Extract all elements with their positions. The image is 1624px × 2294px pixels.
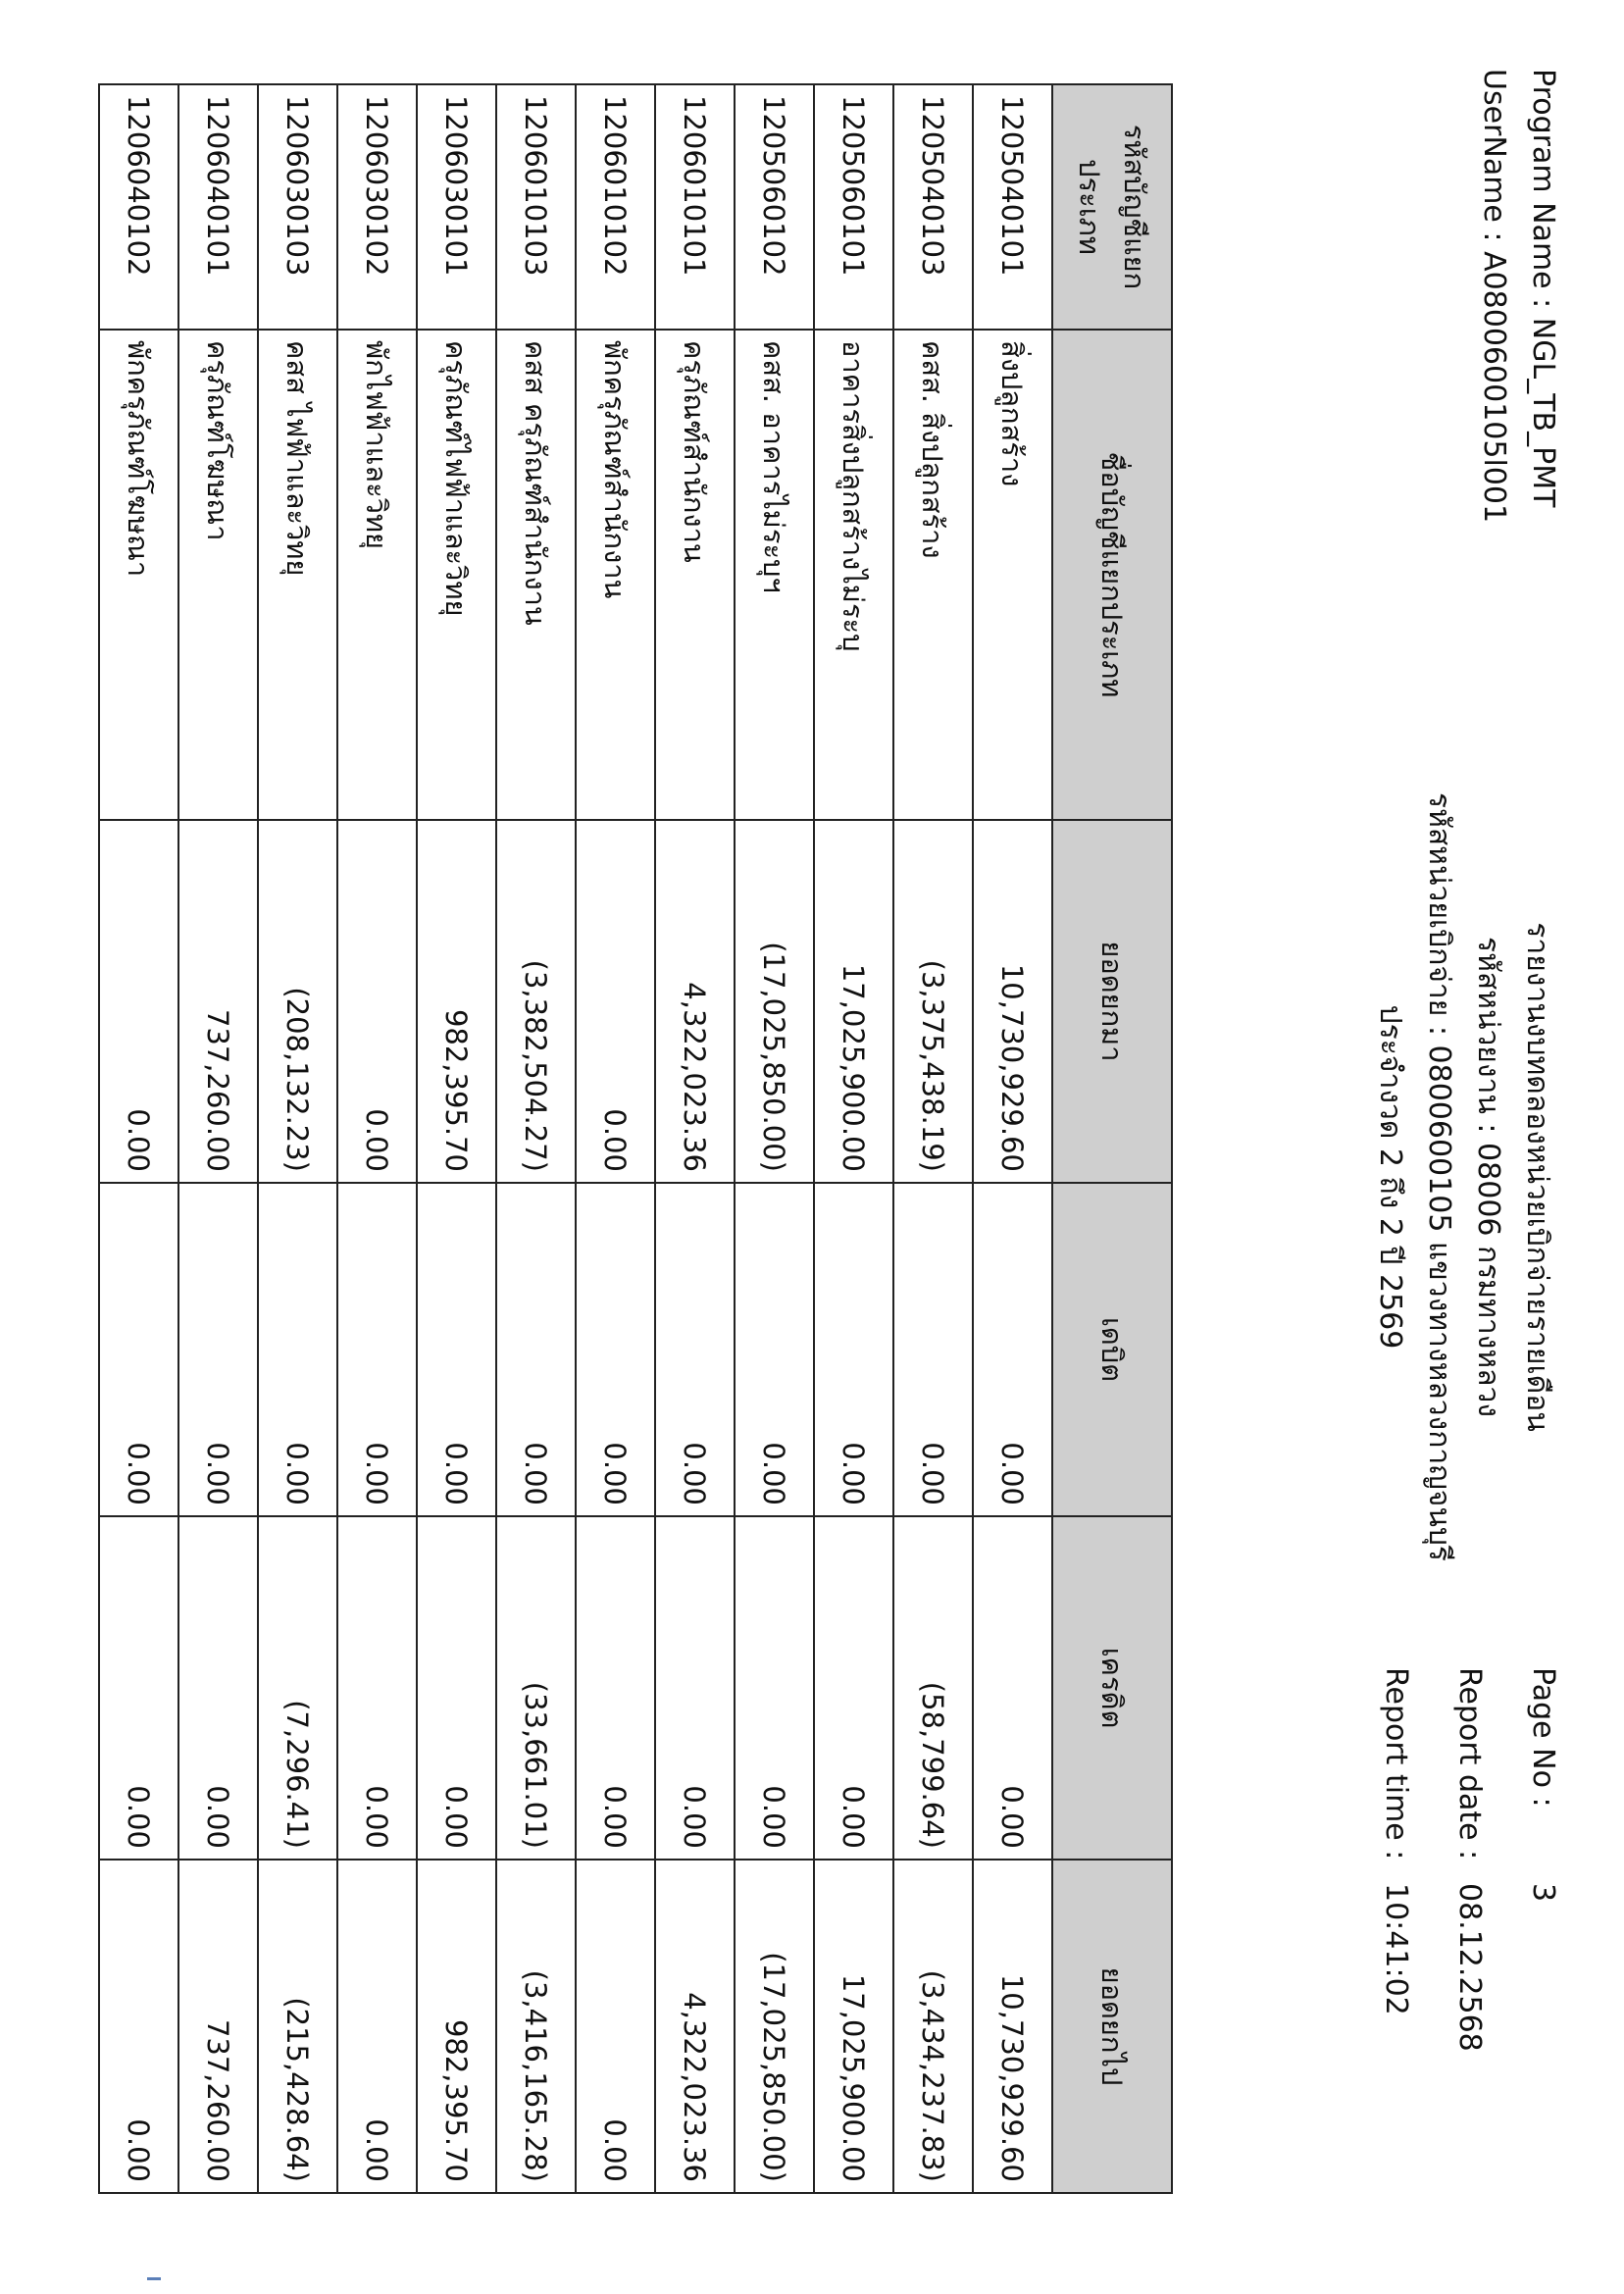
report-title: รายงานงบทดลองหน่วยเบิกจ่ายรายเดือน [1520,922,1554,1432]
cell-brought-forward: 0.00 [576,820,655,1183]
table-row [576,84,655,2193]
cell-debit: 0.00 [973,1183,1052,1516]
cell-brought-forward: (3,375,438.19) [893,820,973,1183]
cell-brought-forward: 10,730,929.60 [973,820,1052,1183]
cell-account-code: 1206040101 [178,84,258,330]
cell-carried-forward: 0.00 [576,1860,655,2193]
table-row [337,84,417,2193]
cell-account-code: 1206010101 [655,84,735,330]
table-row [496,84,576,2193]
cell-account-name: คสส ไฟฟ้าและวิทยุ [258,330,337,820]
cell-debit: 0.00 [893,1183,973,1516]
cell-credit: 0.00 [178,1516,258,1860]
cell-account-code: 1206010103 [496,84,576,330]
cell-account-code: 1206030101 [417,84,496,330]
cell-credit: 0.00 [99,1516,178,1860]
cell-carried-forward: 10,730,929.60 [973,1860,1052,2193]
cell-credit: 0.00 [655,1516,735,1860]
disbursing-unit-code: รหัสหน่วยเบิกจ่าย : 0800600105 แขวงทางหลวงกาญจนบุรี [1422,791,1456,1562]
report-time-value: 10:41:02 [1379,1883,1413,2015]
cell-credit: (33,661.01) [496,1516,576,1860]
trial-balance-table [98,83,1173,2194]
col-header-name: ชื่อบัญชีแยกประเภท [1052,330,1172,820]
cell-carried-forward: 737,260.00 [178,1860,258,2193]
cell-carried-forward: 0.00 [99,1860,178,2193]
cell-account-code: 1205060101 [814,84,893,330]
table-row [99,84,178,2193]
cell-account-code: 1205060102 [735,84,814,330]
cell-debit: 0.00 [814,1183,893,1516]
cell-account-name: ครุภัณฑ์โฆษณา [178,330,258,820]
cell-account-name: พักไฟฟ้าและวิทยุ [337,330,417,820]
cell-debit: 0.00 [417,1183,496,1516]
cell-debit: 0.00 [178,1183,258,1516]
cell-carried-forward: (3,434,237.83) [893,1860,973,2193]
cell-credit: 0.00 [814,1516,893,1860]
cell-debit: 0.00 [258,1183,337,1516]
cell-credit: 0.00 [417,1516,496,1860]
cell-debit: 0.00 [337,1183,417,1516]
cell-account-name: พักครุภัณฑ์สำนักงาน [576,330,655,820]
cell-carried-forward: 982,395.70 [417,1860,496,2193]
report-date-value: 08.12.2568 [1452,1883,1487,2052]
cell-debit: 0.00 [496,1183,576,1516]
cell-brought-forward: 982,395.70 [417,820,496,1183]
cell-carried-forward: 17,025,900.00 [814,1860,893,2193]
cell-carried-forward: 4,322,023.36 [655,1860,735,2193]
cell-account-code: 1206030103 [258,84,337,330]
cell-account-name: อาคารสิ่งปลูกสร้างไม่ระบุ [814,330,893,820]
cell-brought-forward: 0.00 [99,820,178,1183]
table-row [417,84,496,2193]
user-name: UserName : A0800600105l001 [1477,69,1511,524]
program-name: Program Name : NGL_TB_PMT [1526,69,1560,508]
cell-carried-forward: (215,428.64) [258,1860,337,2193]
cell-brought-forward: 737,260.00 [178,820,258,1183]
table-row [655,84,735,2193]
cell-credit: 0.00 [973,1516,1052,1860]
table-row [178,84,258,2193]
cell-account-name: ครุภัณฑ์สำนักงาน [655,330,735,820]
cell-account-code: 1205040103 [893,84,973,330]
table-row [735,84,814,2193]
scan-mark [147,2277,161,2280]
report-date-label: Report date : [1452,1667,1487,1861]
cell-account-name: พักครุภัณฑ์โฆษณา [99,330,178,820]
cell-account-code: 1206040102 [99,84,178,330]
cell-debit: 0.00 [655,1183,735,1516]
cell-brought-forward: 17,025,900.00 [814,820,893,1183]
agency-code: รหัสหน่วยงาน : 08006 กรมทางหลวง [1471,936,1505,1418]
cell-account-name: คสส. อาคารไม่ระบุฯ [735,330,814,820]
col-header-brought-forward: ยอดยกมา [1052,820,1172,1183]
cell-carried-forward: (3,416,165.28) [496,1860,576,2193]
table-header-row [1052,84,1172,2193]
cell-account-name: ครุภัณฑ์ไฟฟ้าและวิทยุ [417,330,496,820]
cell-account-name: สิ่งปลูกสร้าง [973,330,1052,820]
cell-account-name: คสส ครุภัณฑ์สำนักงาน [496,330,576,820]
cell-account-code: 1206030102 [337,84,417,330]
table-row [258,84,337,2193]
cell-brought-forward: (17,025,850.00) [735,820,814,1183]
cell-carried-forward: (17,025,850.00) [735,1860,814,2193]
cell-debit: 0.00 [576,1183,655,1516]
cell-brought-forward: 4,322,023.36 [655,820,735,1183]
cell-credit: 0.00 [576,1516,655,1860]
cell-credit: (7,296.41) [258,1516,337,1860]
cell-brought-forward: (3,382,504.27) [496,820,576,1183]
cell-debit: 0.00 [99,1183,178,1516]
table-row [814,84,893,2193]
cell-account-name: คสส. สิ่งปลูกสร้าง [893,330,973,820]
report-period: ประจำงวด 2 ถึง 2 ปี 2569 [1373,1004,1407,1350]
table-row [893,84,973,2193]
page-no-value: 3 [1526,1883,1560,1903]
col-header-credit: เครดิต [1052,1516,1172,1860]
cell-credit: (58,799.64) [893,1516,973,1860]
report-time-label: Report time : [1379,1667,1413,1861]
col-header-carried-forward: ยอดยกไป [1052,1860,1172,2193]
page-no-label: Page No : [1526,1667,1560,1808]
cell-carried-forward: 0.00 [337,1860,417,2193]
cell-account-code: 1205040101 [973,84,1052,330]
cell-debit: 0.00 [735,1183,814,1516]
cell-account-code: 1206010102 [576,84,655,330]
cell-credit: 0.00 [735,1516,814,1860]
cell-brought-forward: 0.00 [337,820,417,1183]
cell-credit: 0.00 [337,1516,417,1860]
col-header-debit: เดบิต [1052,1183,1172,1516]
col-header-code: รหัสบัญชีแยกประเภท [1052,84,1172,330]
cell-brought-forward: (208,132.23) [258,820,337,1183]
table-row [973,84,1052,2193]
